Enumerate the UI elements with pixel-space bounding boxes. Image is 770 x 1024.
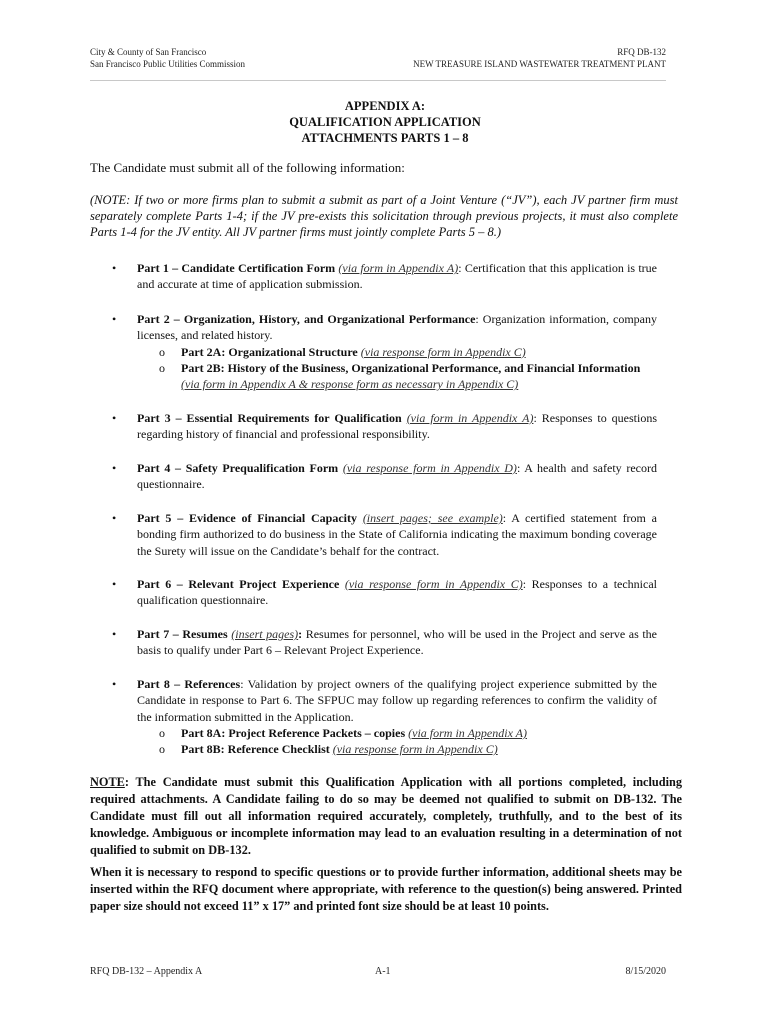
part4-text: : A health and safety record questionnaire. bbox=[137, 461, 657, 492]
sub-bullet-icon: o bbox=[159, 344, 165, 359]
part7-ref: (insert pages) bbox=[231, 627, 299, 641]
part8b-title: Part 8B: Reference Checklist bbox=[181, 742, 330, 757]
title-line-2: QUALIFICATION APPLICATION bbox=[289, 115, 481, 129]
final-note bbox=[90, 774, 682, 859]
part2a-ref: (via response form in Appendix C) bbox=[360, 344, 526, 359]
bullet-icon: • bbox=[112, 261, 117, 275]
part2-text: : Organization information, company licenses, and related history. bbox=[137, 312, 657, 343]
part7-text: Resumes for personnel, who will be used in the Project and serve as the basis to qualify under Part 6 – Relevant Project Experience. bbox=[137, 627, 658, 658]
sub-bullet-icon: o bbox=[159, 742, 165, 757]
page-title bbox=[0, 98, 770, 146]
bullet-icon: • bbox=[112, 627, 117, 641]
footer-page-number: A-1 bbox=[375, 966, 391, 977]
part7-colon: : bbox=[298, 627, 303, 641]
sub-item-part2b bbox=[137, 360, 657, 393]
bullet-icon: • bbox=[112, 312, 117, 326]
part1-ref: (via form in Appendix A) bbox=[338, 261, 459, 275]
list-item-part6 bbox=[137, 576, 657, 609]
sub-item-part2a bbox=[137, 344, 657, 360]
part6-ref: (via response form in Appendix C) bbox=[344, 577, 523, 591]
header-rfq: RFQ DB-132 bbox=[617, 47, 666, 57]
part5-title: Part 5 – Evidence of Financial Capacity bbox=[137, 511, 358, 525]
part8a-ref: (via form in Appendix A) bbox=[408, 725, 528, 740]
part8b-ref: (via response form in Appendix C) bbox=[332, 742, 498, 757]
jv-note: (NOTE: If two or more firms plan to submit a submit as part of a Joint Venture (“JV”), each JV partner firm must separately complete Parts 1-4; if the JV pre-exists this solicitation through previous projects, it must also complete Parts 1-4 for the JV entity. All JV partner firms must jointly complete Parts 5 – 8.) bbox=[90, 193, 678, 239]
part6-text: : Responses to a technical qualification questionnaire. bbox=[137, 577, 657, 608]
bullet-icon: • bbox=[112, 511, 117, 525]
title-line-3: ATTACHMENTS PARTS 1 – 8 bbox=[301, 131, 469, 145]
sub-item-part8a bbox=[137, 725, 657, 741]
list-item-part1 bbox=[137, 260, 657, 293]
part1-title: Part 1 – Candidate Certification Form bbox=[137, 261, 336, 275]
part1-text: : Certification that this application is true and accurate at time of application submission. bbox=[137, 261, 657, 292]
header-divider bbox=[90, 80, 666, 81]
intro-text: The Candidate must submit all of the following information: bbox=[90, 160, 405, 175]
header-right bbox=[413, 46, 666, 70]
sub-bullet-icon: o bbox=[159, 725, 165, 740]
list-item-part4 bbox=[137, 460, 657, 493]
part3-title: Part 3 – Essential Requirements for Qualification bbox=[137, 411, 402, 425]
list-item-part5 bbox=[137, 510, 657, 559]
bullet-icon: • bbox=[112, 411, 117, 425]
final-note-para2: When it is necessary to respond to specific questions or to provide further information, additional sheets may be inserted within the RFQ document where appropriate, with reference to the question(s) being answered. Printed paper size should not exceed 11” x 17” and printed font size should be at least 10 points. bbox=[90, 865, 682, 913]
part2b-title: Part 2B: History of the Business, Organizational Performance, and Financial Information bbox=[181, 360, 641, 375]
header-left bbox=[90, 46, 245, 70]
sub-item-part8b bbox=[137, 741, 657, 757]
part5-text: : A certified statement from a bonding firm authorized to do business in the State of California indicating the maximum bonding coverage the Surety will issue on the Candidate’s behalf for the contract. bbox=[137, 511, 657, 558]
part6-title: Part 6 – Relevant Project Experience bbox=[137, 577, 340, 591]
list-item-part8 bbox=[137, 676, 657, 757]
header-org: City & County of San Francisco bbox=[90, 47, 207, 57]
part3-ref: (via form in Appendix A) bbox=[406, 411, 534, 425]
part3-text: : Responses to questions regarding history of financial and professional responsibility. bbox=[137, 411, 658, 442]
part8-title: Part 8 – References bbox=[137, 677, 241, 691]
list-item-part2 bbox=[137, 311, 657, 392]
footer-doc-id: RFQ DB-132 – Appendix A bbox=[90, 966, 203, 977]
part8-text: : Validation by project owners of the qualifying project experience submitted by the Candidate in response to Part 6. The SFPUC may follow up regarding references to confirm the validity of the information submitted in the Application. bbox=[137, 677, 657, 724]
final-note-text: : The Candidate must submit this Qualification Application with all portions completed, including required attachments. A Candidate failing to do so may be deemed not qualified to submit on DB-132. The Candidate must fill out all information required accurately, completely, truthfully, and to the best of its knowledge. Ambiguous or incomplete information may lead to an evaluation resulting in a determination of not qualified to submit on DB-132. bbox=[90, 775, 682, 857]
part2-title: Part 2 – Organization, History, and Organizational Performance bbox=[137, 312, 476, 326]
part7-title: Part 7 – Resumes bbox=[137, 627, 228, 641]
sub-bullet-icon: o bbox=[159, 360, 165, 375]
bullet-icon: • bbox=[112, 461, 117, 475]
header-dept: San Francisco Public Utilities Commission bbox=[90, 59, 245, 69]
part5-ref: (insert pages; see example) bbox=[362, 511, 503, 525]
part8a-title: Part 8A: Project Reference Packets – copies bbox=[181, 725, 406, 740]
header-project: NEW TREASURE ISLAND WASTEWATER TREATMENT PLANT bbox=[413, 59, 666, 69]
final-note-label: NOTE bbox=[90, 775, 125, 789]
footer-date: 8/15/2020 bbox=[625, 966, 666, 977]
bullet-icon: • bbox=[112, 577, 117, 591]
list-item-part7 bbox=[137, 626, 657, 659]
part4-ref: (via response form in Appendix D) bbox=[342, 461, 517, 475]
list-item-part3 bbox=[137, 410, 657, 443]
part2b-ref: (via form in Appendix A & response form as necessary in Appendix C) bbox=[181, 377, 519, 392]
part4-title: Part 4 – Safety Prequalification Form bbox=[137, 461, 339, 475]
part2a-title: Part 2A: Organizational Structure bbox=[181, 344, 358, 359]
bullet-icon: • bbox=[112, 677, 117, 691]
title-line-1: APPENDIX A: bbox=[344, 99, 426, 113]
